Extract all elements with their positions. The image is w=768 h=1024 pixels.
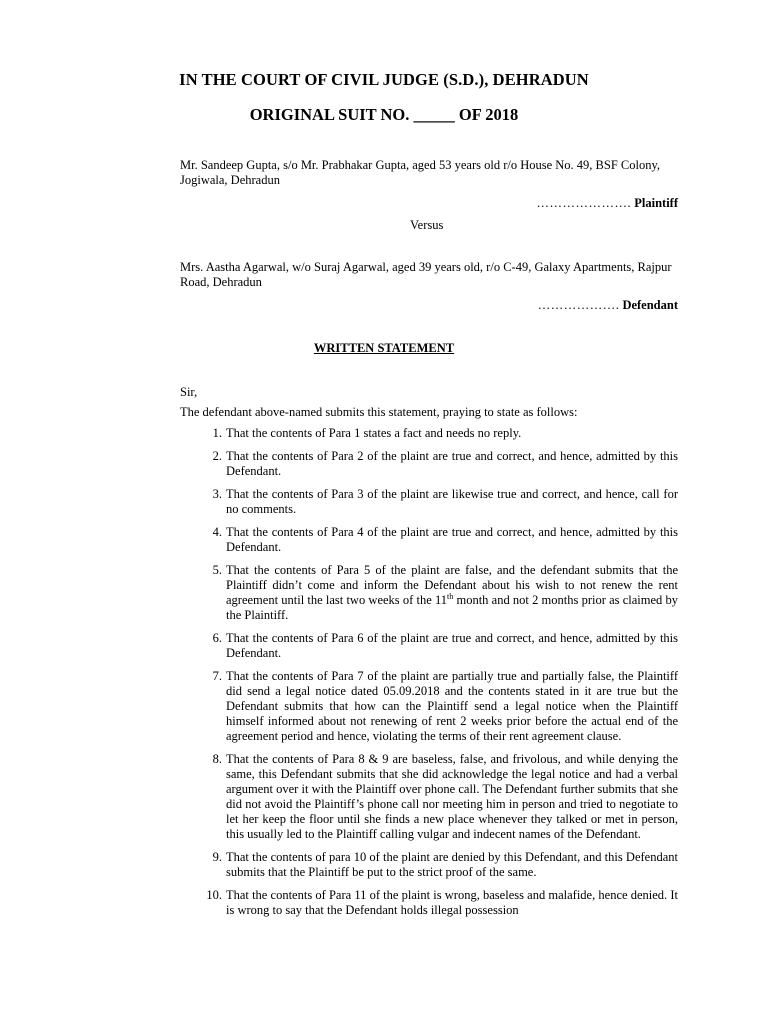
paragraph-number: 3. xyxy=(212,487,222,501)
paragraph-text-part: month and not 2 months prior as claimed by the Plaintiff. xyxy=(226,593,678,622)
paragraph-text: That the contents of Para 8 & 9 are baseless, false, and frivolous, and while denying the same, this Defendant submits that she did acknowledge the legal notice and had a verbal argument over it with the Plaintiff over phone call. The Defendant further submits that she did not avoid the Plaintiff’s phone call nor meeting him in person and tried to negotiate to let her keep the floor until she finds a new place whenever they talked or met in person, this usually led to the Plaintiff calling vulgar and indecent names of the Defendant. xyxy=(226,752,678,841)
paragraph-text: That the contents of Para 7 of the plaint are partially true and partially false, the Plaintiff did send a legal notice dated 05.09.2018 and the contents stated in it are true but the Defendant submits that how can the Plaintiff send a legal notice when the Plaintiff himself informed about not renewing of rent 2 weeks prior before the actual end of the agreement period and hence, violating the terms of their rent agreement clause. xyxy=(226,669,678,743)
paragraph-item xyxy=(180,669,678,744)
paragraph-list xyxy=(180,426,678,926)
plaintiff-dots: …………………. xyxy=(536,196,632,210)
plaintiff-label: Plaintiff xyxy=(634,196,678,210)
paragraph-item xyxy=(180,563,678,623)
paragraph-number: 2. xyxy=(212,449,222,463)
defendant-details: Mrs. Aastha Agarwal, w/o Suraj Agarwal, aged 39 years old, r/o C-49, Galaxy Apartments, Rajpur Road, Dehradun xyxy=(180,260,672,289)
paragraph-item xyxy=(180,631,678,661)
paragraph-item xyxy=(180,426,678,441)
paragraph-text: That the contents of Para 1 states a fact and needs no reply. xyxy=(226,426,522,440)
paragraph-item xyxy=(180,888,678,918)
ordinal-superscript: th xyxy=(447,591,454,601)
paragraph-text: That the contents of Para 4 of the plaint are true and correct, and hence, admitted by this Defendant. xyxy=(226,525,678,554)
paragraph-number: 5. xyxy=(212,563,222,577)
written-statement-title-text: WRITTEN STATEMENT xyxy=(313,341,455,355)
defendant-role xyxy=(538,298,678,313)
plaintiff-details: Mr. Sandeep Gupta, s/o Mr. Prabhakar Gupta, aged 53 years old r/o House No. 49, BSF Colony, Jogiwala, Dehradun xyxy=(180,158,661,187)
paragraph-number: 8. xyxy=(212,752,222,766)
paragraph-item xyxy=(180,487,678,517)
paragraph-item xyxy=(180,850,678,880)
paragraph-text: That the contents of Para 11 of the plaint is wrong, baseless and malafide, hence denied. It is wrong to say that the Defendant holds illegal possession xyxy=(226,888,678,917)
versus-text: Versus xyxy=(410,218,444,232)
defendant-dots: ………………. xyxy=(537,298,620,312)
paragraph-text xyxy=(226,563,678,622)
defendant-label: Defendant xyxy=(622,298,678,312)
paragraph-number: 6. xyxy=(212,631,222,645)
paragraph-item xyxy=(180,525,678,555)
paragraph-item xyxy=(180,752,678,842)
paragraph-number: 4. xyxy=(212,525,222,539)
paragraph-number: 10. xyxy=(206,888,222,902)
written-statement-title xyxy=(0,341,768,356)
paragraph-text: That the contents of Para 2 of the plaint are true and correct, and hence, admitted by this Defendant. xyxy=(226,449,678,478)
paragraph-item xyxy=(180,449,678,479)
paragraph-number: 9. xyxy=(212,850,222,864)
paragraph-text: That the contents of Para 6 of the plaint are true and correct, and hence, admitted by this Defendant. xyxy=(226,631,678,660)
intro-text: The defendant above-named submits this statement, praying to state as follows: xyxy=(180,405,578,419)
plaintiff-role xyxy=(537,196,679,211)
suit-number-heading: ORIGINAL SUIT NO. _____ OF 2018 xyxy=(249,105,519,124)
paragraph-text-part: That the contents of Para 5 of the plaint are false, and the defendant submits that the Plaintiff didn’t come and inform the Defendant about his wish to not renew the rent agreement until the last two weeks of the 11 xyxy=(226,563,678,607)
paragraph-text: That the contents of para 10 of the plaint are denied by this Defendant, and this Defendant submits that the Plaintiff be put to the strict proof of the same. xyxy=(226,850,678,879)
salutation: Sir, xyxy=(180,385,198,399)
paragraph-text: That the contents of Para 3 of the plaint are likewise true and correct, and hence, call for no comments. xyxy=(226,487,678,516)
court-heading: IN THE COURT OF CIVIL JUDGE (S.D.), DEHRADUN xyxy=(179,70,589,89)
paragraph-number: 7. xyxy=(212,669,222,683)
paragraph-number: 1. xyxy=(212,426,222,440)
